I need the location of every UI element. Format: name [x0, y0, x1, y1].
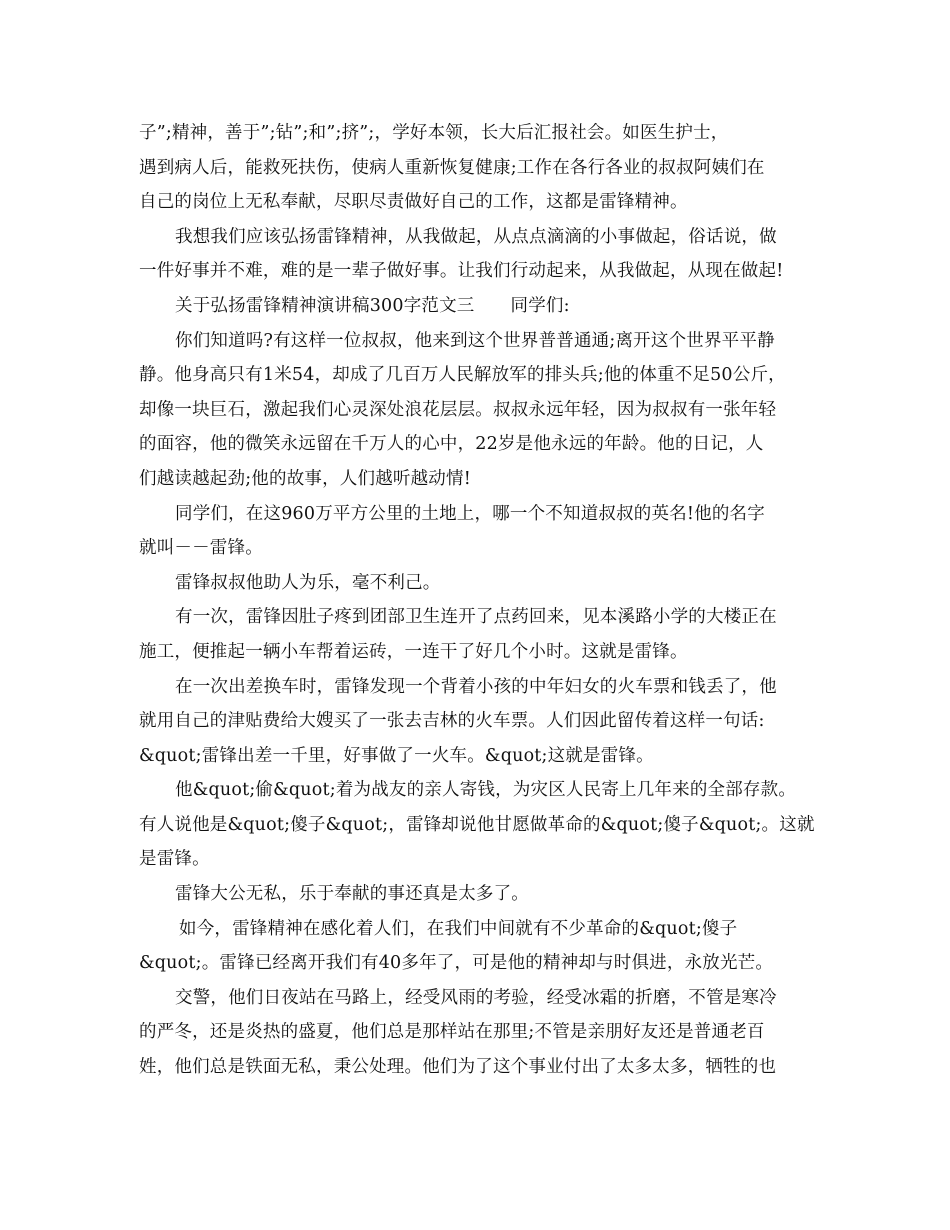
salutation: 同学们: — [510, 295, 570, 316]
text-line: 一件好事并不难，难的是一辈子做好事。让我们行动起来，从我做起，从现在做起! — [139, 261, 784, 282]
document-body — [139, 116, 819, 1085]
text-line: 施工，便推起一辆小车帮着运砖，一连干了好几个小时。这就是雷锋。 — [139, 641, 688, 662]
text-line: 是雷锋。 — [139, 849, 210, 870]
text-line: 就叫－－雷锋。 — [139, 538, 263, 559]
paragraph-start-line: 他&quot;偷&quot;着为战友的亲人寄钱，为灾区人民寄上几年来的全部存款。 — [175, 780, 797, 801]
paragraph-start-line: 在一次出差换车时，雷锋发现一个背着小孩的中年妇女的火车票和钱丢了，他 — [175, 676, 777, 697]
paragraph-start-line: 同学们，在这960万平方公里的土地上，哪一个不知道叔叔的英名!他的名字 — [175, 503, 765, 524]
text-line: &quot;。雷锋已经离开我们有40多年了，可是他的精神却与时俱进，永放光芒。 — [139, 953, 774, 974]
text-line: 们越读越起劲;他的故事，人们越听越动情! — [139, 468, 471, 489]
text-line: 子”;精神，善于”;钻”;和”;挤”;，学好本领，长大后汇报社会。如医生护士， — [139, 123, 729, 143]
paragraph-start-line: 雷锋叔叔他助人为乐，毫不利己。 — [175, 572, 441, 593]
paragraph-start-line: 我想我们应该弘扬雷锋精神，从我做起，从点点滴滴的小事做起，俗话说，做 — [175, 226, 777, 247]
text-line: &quot;雷锋出差一千里，好事做了一火车。&quot;这就是雷锋。 — [139, 745, 654, 766]
paragraph-start-line: 雷锋大公无私，乐于奉献的事还真是太多了。 — [175, 884, 529, 905]
paragraph-start-line: 有一次，雷锋因肚子疼到团部卫生连开了点药回来，见本溪路小学的大楼正在 — [175, 607, 777, 628]
text-line: 遇到病人后，能救死扶伤，使病人重新恢复健康;工作在各行各业的叔叔阿姨们在 — [139, 157, 765, 178]
text-line: 的严冬，还是炎热的盛夏，他们总是那样站在那里;不管是亲朋好友还是普通老百 — [139, 1022, 765, 1043]
paragraph-start-line: 如今，雷锋精神在感化着人们，在我们中间就有不少革命的&quot;傻子 — [179, 918, 738, 939]
section-heading-line — [139, 289, 819, 324]
text-line: 的面容，他的微笑永远留在千万人的心中，22岁是他永远的年龄。他的日记，人 — [139, 434, 764, 455]
paragraph-start-line: 你们知道吗?有这样一位叔叔，他来到这个世界普普通通;离开这个世界平平静 — [175, 330, 775, 351]
text-line: 就用自己的津贴费给大嫂买了一张去吉林的火车票。人们因此留传着这样一句话: — [139, 711, 765, 732]
paragraph-start-line: 交警，他们日夜站在马路上，经受风雨的考验，经受冰霜的折磨，不管是寒冷 — [175, 987, 777, 1008]
text-line: 自己的岗位上无私奉献，尽职尽责做好自己的工作，这都是雷锋精神。 — [139, 192, 688, 213]
text-line: 静。他身高只有1米54，却成了几百万人民解放军的排头兵;他的体重不足50公斤， — [139, 365, 786, 386]
text-line: 却像一块巨石，激起我们心灵深处浪花层层。叔叔永远年轻，因为叔叔有一张年轻 — [139, 399, 777, 420]
text-line: 有人说他是&quot;傻子&quot;，雷锋却说他甘愿做革命的&quot;傻子&quot;。这就 — [139, 814, 815, 835]
text-line: 姓，他们总是铁面无私，秉公处理。他们为了这个事业付出了太多太多，牺牲的也 — [139, 1057, 777, 1078]
section-heading: 关于弘扬雷锋精神演讲稿300字范文三 — [175, 295, 475, 316]
